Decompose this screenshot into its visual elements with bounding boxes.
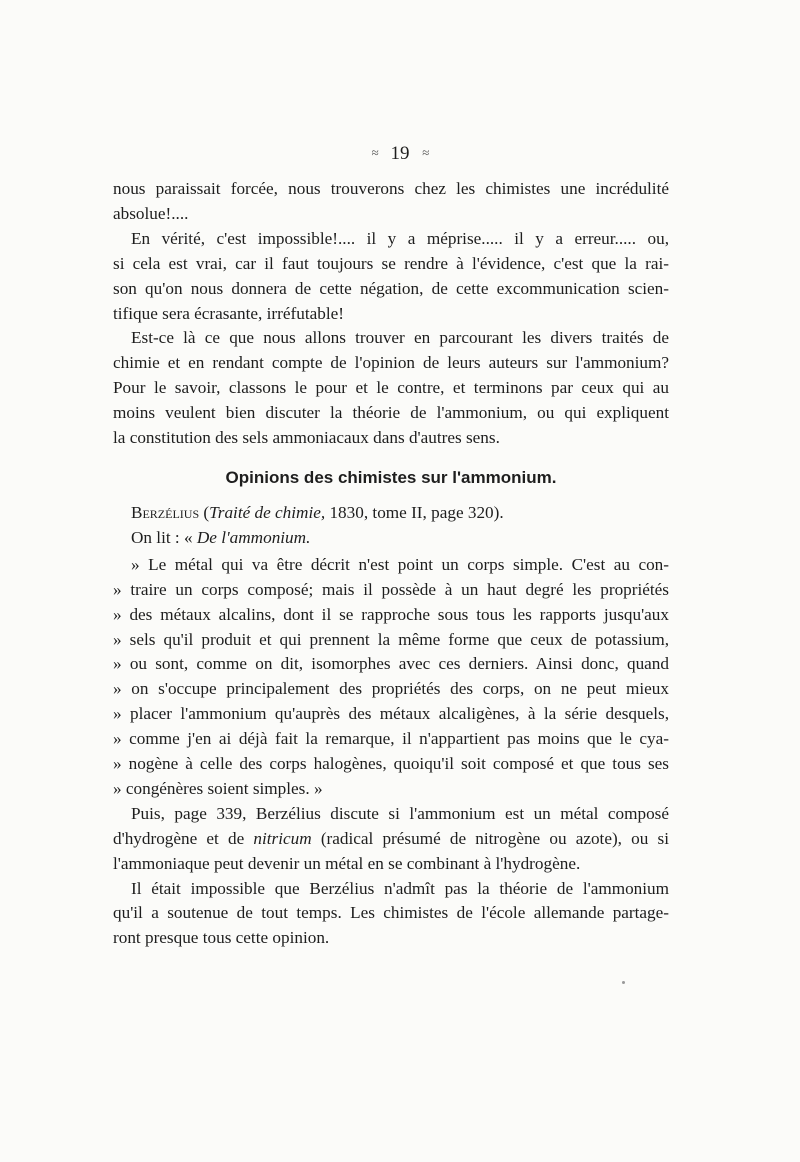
paragraph-5: [113, 877, 669, 952]
text-line: Pour le savoir, classons le pour et le contre, et terminons par ceux qui au: [113, 378, 669, 398]
text-line: Il était impossible que Berzélius n'admît pas la théorie de l'ammonium: [131, 878, 669, 898]
on-lit-line: [113, 526, 669, 551]
left-ornament: ≈: [371, 145, 378, 160]
quote-line: » placer l'ammonium qu'auprès des métaux alcaligènes, à la série desquels,: [113, 704, 669, 724]
reference-line: [113, 501, 669, 526]
text-line: moins veulent bien discuter la théorie de l'ammonium, ou qui expliquent: [113, 403, 669, 423]
text-line: Est-ce là ce que nous allons trouver en parcourant les divers traités de: [131, 328, 669, 348]
page-number: 19: [390, 143, 410, 164]
text-line: l'ammoniaque peut devenir un métal en se combinant à l'hydrogène.: [113, 853, 581, 873]
text-fragment: (radical présumé de nitrogène ou azote), ou si: [311, 828, 669, 848]
quote-line: » nogène à celle des corps halogènes, quoiqu'il soit composé et que tous ses: [113, 754, 669, 774]
on-lit-title: De l'ammonium.: [196, 527, 311, 547]
text-line: la constitution des sels ammoniacaux dans d'autres sens.: [113, 428, 500, 448]
text-fragment: d'hydrogène et de: [113, 828, 254, 848]
text-line: tifique sera écrasante, irréfutable!: [113, 303, 344, 323]
quote-line: » traire un corps composé; mais il possède à un haut degré les propriétés: [113, 579, 669, 599]
reference-details: 1830, tome II, page 320).: [325, 502, 504, 522]
nitricum-term: nitricum: [253, 828, 312, 848]
text-line: En vérité, c'est impossible!.... il y a méprise..... il y a erreur..... ou,: [131, 228, 669, 248]
text-line: Puis, page 339, Berzélius discute si l'ammonium est un métal composé: [131, 803, 669, 823]
body-text: [113, 177, 669, 951]
text-line: chimie et en rendant compte de l'opinion de leurs auteurs sur l'ammonium?: [113, 353, 669, 373]
paragraph-3: [113, 326, 669, 451]
quote-line: » comme j'en ai déjà fait la remarque, il n'appartient pas moins que le cya-: [113, 729, 669, 749]
quote-line: » des métaux alcalins, dont il se rapproche sous tous les rapports jusqu'aux: [113, 604, 669, 624]
text-line: nous paraissait forcée, nous trouverons chez les chimistes une incrédulité: [113, 179, 669, 198]
quote-line: » sels qu'il produit et qui prennent la même forme que ceux de potassium,: [113, 629, 669, 649]
reference-title: Traité de chimie,: [209, 502, 326, 522]
text-line: absolue!....: [113, 203, 189, 223]
paragraph-4: [113, 802, 669, 877]
text-line: qu'il a soutenue de tout temps. Les chimistes de l'école allemande partage-: [113, 903, 669, 923]
on-lit-prefix: On lit : «: [131, 527, 197, 547]
paragraph-1: [113, 177, 669, 227]
paragraph-2: [113, 227, 669, 327]
quotation-block: [113, 553, 669, 802]
text-line: son qu'on nous donnera de cette négation, de cette excommunication scien-: [113, 278, 669, 298]
reference-author: Berzélius: [131, 502, 200, 522]
text-line: [113, 827, 669, 852]
reference-open: (: [199, 502, 210, 522]
page-header: [0, 140, 800, 167]
right-ornament: ≈: [422, 145, 429, 160]
text-line: si cela est vrai, car il faut toujours se rendre à l'évidence, c'est que la rai-: [113, 253, 669, 273]
quote-line: » on s'occupe principalement des propriétés des corps, on ne peut mieux: [113, 679, 669, 699]
quote-line: » ou sont, comme on dit, isomorphes avec ces derniers. Ainsi donc, quand: [113, 654, 669, 674]
page-speck: [622, 981, 625, 984]
quote-line: » Le métal qui va être décrit n'est point un corps simple. C'est au con-: [131, 554, 669, 574]
text-line: ront presque tous cette opinion.: [113, 928, 330, 948]
quote-line: » congénères soient simples. »: [113, 778, 323, 798]
section-heading: Opinions des chimistes sur l'ammonium.: [225, 467, 557, 487]
